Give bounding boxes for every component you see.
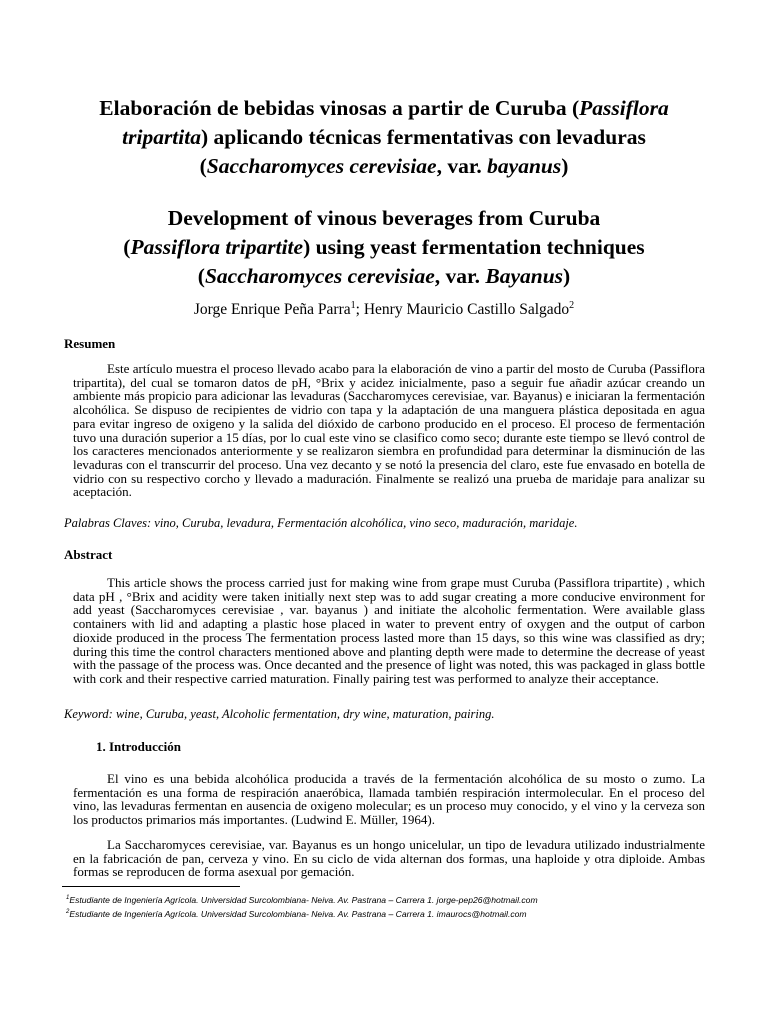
author-affiliation-mark: 2 (569, 300, 575, 311)
title-es-italic: Passiflora (579, 96, 669, 120)
footnote-2 (66, 909, 706, 919)
intro-text-1: El vino es una bebida alcohólica producida a través de la fermentación alcohólica de su mosto o zumo. La fermentación es una forma de respiración anaeróbica, llamada también respiración intermolecular. En el proceso del vino, las levaduras fermentan en ausencia de oxigeno molecular; es un proceso muy conocido, y el vino y la cerveza son los productos primarios más importantes. (Ludwind E. Müller, 1964). (73, 771, 705, 828)
footnote-text: Estudiante de Ingeniería Agrícola. Universidad Surcolombiana- Neiva. Av. Pastrana – Carrera 1. jorge-pep26@hotmail.com (69, 895, 538, 905)
footnote-1 (66, 895, 706, 905)
title-es-italic: tripartita (122, 125, 201, 149)
intro-text-2: La Saccharomyces cerevisiae, var. Bayanus es un hongo unicelular, un tipo de levadura utilizado industrialmente en la fabricación de pan, cerveza y vino. En su ciclo de vida alternan dos formas, una haploide y otra diploide. Ambas formas se reproducen de forma asexual por gemación. (73, 837, 705, 880)
title-en-italic: Passiflora tripartite (130, 235, 304, 259)
title-en-text: ) using yeast fermentation techniques (303, 235, 645, 259)
abstract-paragraph (73, 576, 705, 686)
intro-paragraph-1 (73, 772, 705, 827)
title-en-text: Development of vinous beverages from Curuba (167, 206, 601, 230)
author-affiliation-mark: 1 (350, 300, 356, 311)
introduccion-heading: 1. Introducción (96, 739, 181, 754)
palabras-claves: Palabras Claves: vino, Curuba, levadura, Fermentación alcohólica, vino seco, maduración, maridaje. (64, 516, 578, 530)
author-separator: ; (355, 301, 364, 319)
resumen-text: Este artículo muestra el proceso llevado acabo para la elaboración de vino a partir del mosto de Curuba (Passiflora tripartita), del cual se tomaron datos de pH, °Brix y acidez inicialmente, paso a seguir fue añadir azúcar creando un ambiente más propicio para adicionar las levaduras (Saccharomyces cerevisiae, var. Bayanus) e iniciaran la fermentación alcohólica. Se dispuso de recipientes de vidrio con tapa y la adaptación de una manguera plástica depositada en agua para evitar ingreso de oxigeno y la salida del dióxido de carbono producido en el proceso. El proceso de fermentación tuvo una duración superior a 15 días, por lo cual este vino se clasifico como seco; durante este tiempo se llevó control de los caracteres mencionados anteriormente y se realizaron siembra en profundidad para determinar la disminución de las levaduras con el transcurrir del proceso. Una vez decanto y se notó la presencia del claro, este fue envasado en botella de vidrio con su respectivo corcho y llevado a maduración. Finalmente se realizó una prueba de maridaje para analizar su aceptación. (73, 361, 705, 500)
author-name: Jorge Enrique Peña Parra (193, 301, 351, 319)
keyword-line: Keyword: wine, Curuba, yeast, Alcoholic fermentation, dry wine, maturation, pairing. (64, 707, 495, 721)
title-en-text: ( (197, 264, 205, 288)
footnote-mark: 1 (66, 895, 70, 902)
title-es-text: ) (561, 154, 569, 178)
title-en-italic: Bayanus (485, 264, 564, 288)
intro-paragraph-2 (73, 838, 705, 879)
title-english (60, 204, 708, 291)
title-es-italic: bayanus (487, 154, 562, 178)
abstract-heading: Abstract (64, 547, 113, 562)
title-en-text: ( (123, 235, 131, 259)
title-spanish (60, 94, 708, 181)
footnote-mark: 2 (66, 909, 70, 916)
footnote-divider (62, 886, 240, 887)
title-es-italic: Saccharomyces cerevisiae (206, 154, 437, 178)
title-en-italic: Saccharomyces cerevisiae (204, 264, 435, 288)
title-en-text: , var. (434, 264, 486, 288)
footnote-text: Estudiante de Ingeniería Agrícola. Universidad Surcolombiana- Neiva. Av. Pastrana – Carrera 1. imaurocs@hotmail.com (69, 909, 527, 919)
title-es-text: ) aplicando técnicas fermentativas con levaduras (200, 125, 646, 149)
title-es-text: Elaboración de bebidas vinosas a partir de Curuba ( (99, 96, 580, 120)
title-es-text: ( (199, 154, 207, 178)
title-es-text: , var. (436, 154, 488, 178)
resumen-heading: Resumen (64, 336, 116, 351)
author-name: Henry Mauricio Castillo Salgado (363, 301, 570, 319)
abstract-text: This article shows the process carried just for making wine from grape must Curuba (Passiflora tripartite) , which data pH , °Brix and acidity were taken initially next step was to add sugar creating a more conducive environment for add yeast (Saccharomyces cerevisiae , var. bayanus ) and initiate the alcoholic fermentation. Were available glass containers with lid and adapting a plastic hose placed in water to prevent entry of oxygen and the output of carbon dioxide produced in the process The fermentation process lasted more than 15 days, so this wine was classified as dry; during this time the control characters mentioned above and planting depth were made to determine the decrease of yeast with the passage of the process was. Once decanted and the presence of light was noted, this was packaged in glass bottle with cork and their respective carried maturation. Finally pairing test was performed to analyze their acceptance. (73, 575, 705, 686)
title-en-text: ) (563, 264, 571, 288)
resumen-paragraph (73, 362, 705, 499)
author-line (60, 300, 708, 319)
